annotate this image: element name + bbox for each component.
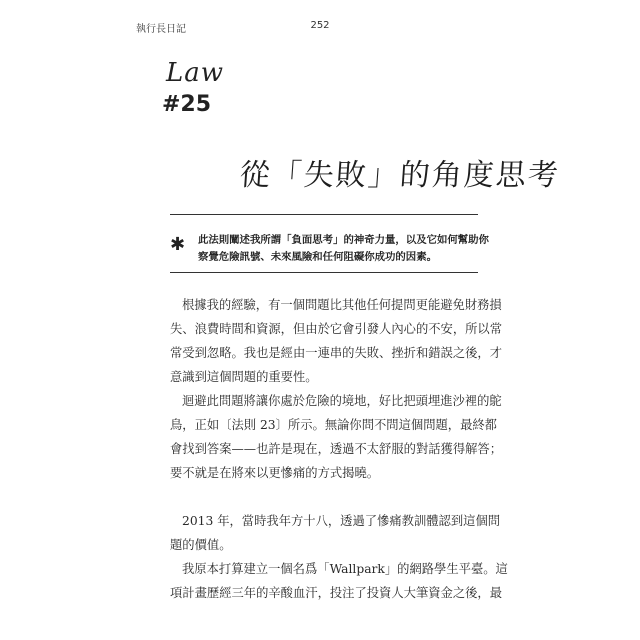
body-line: 項計畫歷經三年的辛酸血汗，投注了投資人大筆資金之後，最	[170, 586, 503, 600]
summary-bottom-rule	[170, 272, 478, 273]
summary-box	[198, 232, 488, 266]
running-head: 執行長日記	[136, 24, 186, 35]
body-line: 題的價值。	[170, 538, 232, 552]
body-text-block-1	[170, 293, 503, 485]
summary-top-rule	[170, 214, 478, 215]
body-line: 鳥，正如〔法則 23〕所示。無論你問不問這個問題，最終都	[170, 418, 497, 432]
body-line: 要不就是在將來以更慘痛的方式揭曉。	[170, 466, 380, 480]
asterisk-icon: ✱	[170, 234, 186, 255]
body-line: 根據我的經驗，有一個問題比其他任何提問更能避免財務損	[182, 298, 502, 312]
body-text-block-2	[170, 509, 508, 605]
body-line: 迴避此問題將讓你處於危險的境地，好比把頭埋進沙裡的鴕	[182, 394, 502, 408]
body-line: 會找到答案——也許是現在，透過不太舒服的對話獲得解答；	[170, 442, 503, 456]
summary-line: 察覺危險訊號、未來風險和任何阻礙你成功的因素。	[198, 251, 437, 263]
body-line: 2013 年，當時我年方十八，透過了慘痛教訓體認到這個問	[182, 514, 501, 528]
body-line: 我原本打算建立一個名爲「Wallpark」的網路學生平臺。這	[182, 562, 508, 576]
law-script-label: Law	[166, 58, 225, 88]
body-line: 失、浪費時間和資源，但由於它會引發人內心的不安，所以常	[170, 322, 503, 336]
page-number: 252	[310, 20, 330, 31]
body-line: 常受到忽略。我也是經由一連串的失敗、挫折和錯誤之後，才	[170, 346, 503, 360]
summary-line: 此法則闡述我所謂「負面思考」的神奇力量，以及它如何幫助你	[198, 234, 489, 246]
body-line: 意識到這個問題的重要性。	[170, 370, 318, 384]
law-number: #25	[162, 92, 212, 117]
chapter-title: 從「失敗」的角度思考	[238, 158, 561, 193]
